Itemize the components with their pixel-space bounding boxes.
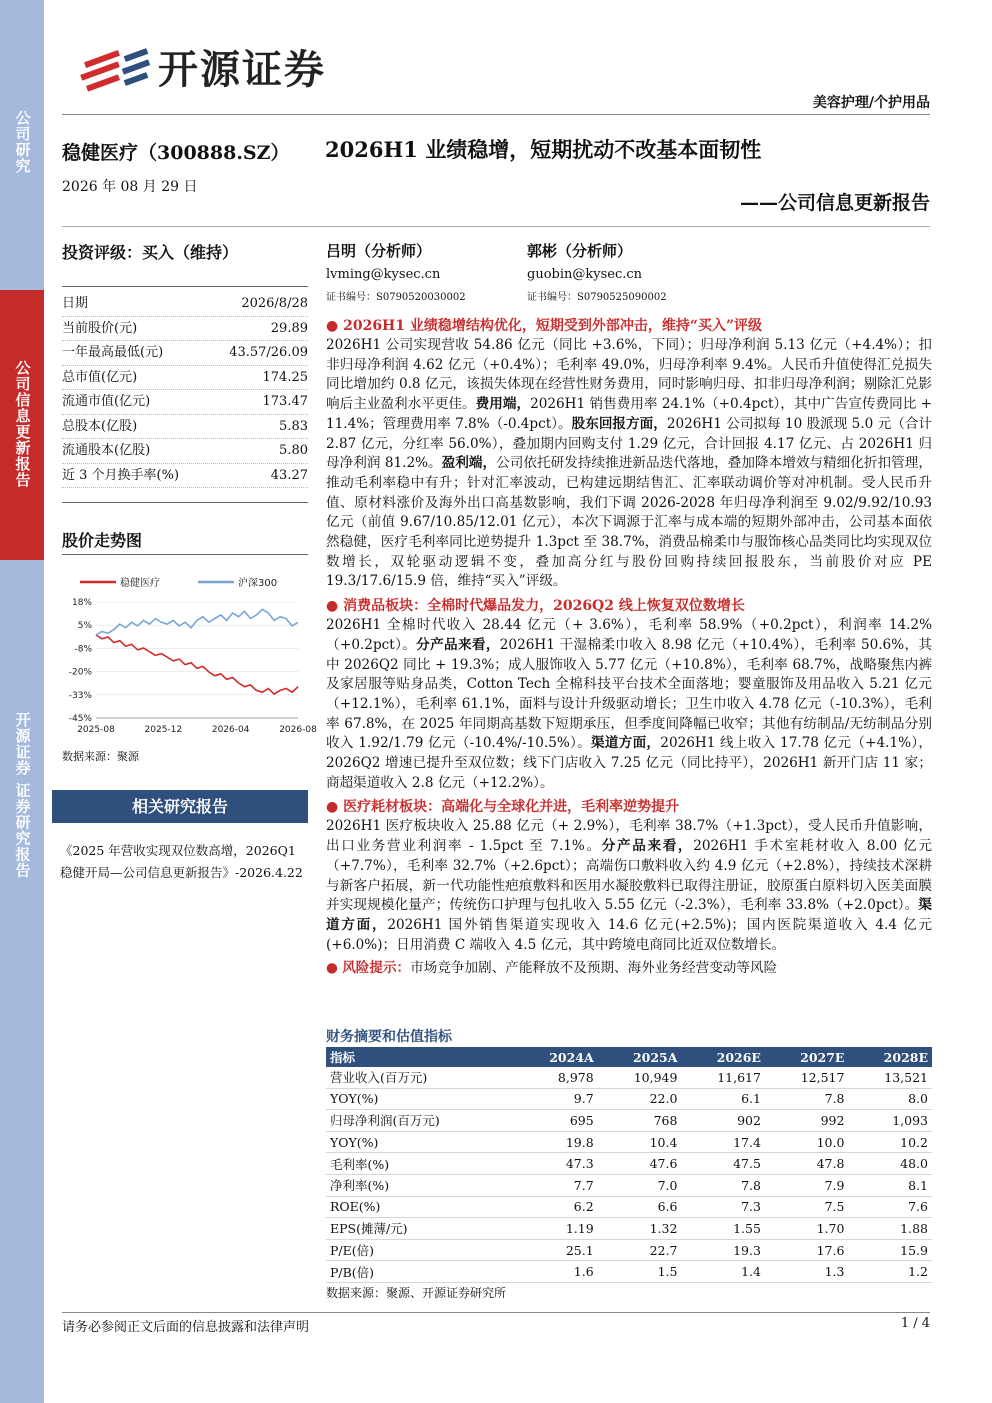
table-header-cell: 2028E	[848, 1047, 932, 1067]
table-cell: 1.2	[848, 1261, 932, 1283]
table-row	[326, 1196, 932, 1218]
report-date: 2026 年 08 月 29 日	[62, 179, 198, 195]
financial-table-title: 财务摘要和估值指标	[326, 1029, 452, 1045]
financial-table	[326, 1047, 932, 1283]
section-paragraph	[326, 336, 932, 592]
table-cell: 10.2	[848, 1131, 932, 1153]
paragraph-keyword: 分产品来看，	[601, 838, 694, 855]
x-tick-label: 2025-12	[144, 725, 183, 735]
table-cell: 47.5	[681, 1153, 765, 1175]
main-body	[326, 316, 932, 983]
page-number: 1 / 4	[900, 1316, 930, 1331]
table-cell: 47.8	[765, 1153, 849, 1175]
paragraph-keyword: 盈利端，	[441, 455, 497, 472]
table-cell: 1.70	[765, 1218, 849, 1240]
table-cell: 48.0	[848, 1153, 932, 1175]
table-cell: 12,517	[765, 1067, 849, 1088]
divider	[62, 502, 308, 503]
table-row	[326, 1067, 932, 1088]
report-type: ——公司信息更新报告	[739, 192, 930, 214]
table-cell: 10.0	[765, 1131, 849, 1153]
paragraph-text: 2026H1 公司实现营收 54.86 亿元（同比 +3.6%，下同）；归母净利润 5.13 亿元（+4.4%）；扣非归母净利润 4.62 亿元（+0.4%）；毛利率 49.0%，归母净利率 9.4%。人民币升值使得汇兑损失同比增加约 0.8 亿元，该损失体现在经营性财务费用，同时影响归母、扣非归母净利润；剔除汇兑影响后主业盈利水平更佳。	[326, 337, 932, 413]
table-row	[326, 1174, 932, 1196]
paragraph-text: 2026H1 手术室耗材收入 8.00 亿元（+7.7%），毛利率 32.7%（+2.6pct）；高端伤口敷料收入约 4.9 亿元（+2.8%），持续技术深耕与新客户拓展，新一代功能性疤痕敷料和医用水凝胶敷料已取得注册证，胶原蛋白原料切入医美面膜并实现规模化量产；传统伤口护理与包扎收入 5.55 亿元（-2.3%），毛利率 33.8%（+2.0pct）。	[326, 838, 932, 914]
key-data-row: 流通市值(亿元) 173.47	[62, 390, 308, 415]
table-cell: 17.6	[765, 1239, 849, 1261]
table-cell: 10.4	[598, 1131, 682, 1153]
table-cell: 7.7	[514, 1174, 598, 1196]
table-cell: 7.5	[765, 1196, 849, 1218]
x-tick-label: 2026-08	[279, 725, 317, 735]
analyst-name: 吕明（分析师）	[326, 242, 432, 260]
paragraph-text: 2026H1 干湿棉柔巾收入 8.98 亿元（+10.4%），毛利率 50.6%，其中 2026Q2 同比 + 19.3%；成人服饰收入 5.77 亿元（+10.8%），毛利率 68.7%，战略聚焦内裤及家居服等贴身品类，Cotton Tech 全棉科技平台技术全面落地；婴童服饰及用品收入 5.21 亿元（+12.1%），毛利率 61.1%，面料与设计升级驱动增长；卫生巾收入 4.78 亿元（-10.3%），毛利率 67.8%，在 2025 年同期高基数下短期承压，但季度间降幅已收窄；其他有纺制品/无纺制品分别收入 1.92/1.79 亿元（-10.4%/-10.5%）。	[326, 636, 932, 752]
table-row	[326, 1261, 932, 1283]
table-cell: 8.1	[848, 1174, 932, 1196]
left-sidebar	[0, 0, 44, 1403]
risk-label: 风险提示：	[342, 960, 411, 977]
x-tick-label: 2026-04	[211, 725, 250, 735]
paragraph-text: 2026H1 销售费用率 24.1%（+0.4pct），其中广告宣传费同比 + 11.4%；管理费用率 7.8%（-0.4pct）。	[326, 396, 933, 432]
table-cell: 归母净利润(百万元)	[326, 1110, 514, 1132]
analyst-card	[527, 240, 667, 303]
table-cell: 1.6	[514, 1261, 598, 1283]
legend-label: 沪深300	[238, 578, 278, 589]
related-report-link[interactable]: 《2025 年营收实现双位数高增，2026Q1 稳健开局—公司信息更新报告》-2026.4.22	[60, 843, 303, 880]
table-cell: 6.6	[598, 1196, 682, 1218]
investment-rating: 投资评级：买入（维持）	[62, 243, 239, 262]
table-cell: 47.6	[598, 1153, 682, 1175]
table-header-cell: 2026E	[681, 1047, 765, 1067]
analyst-email[interactable]: guobin@kysec.cn	[527, 267, 643, 282]
table-cell: YOY(%)	[326, 1131, 514, 1153]
analyst-cert: 证书编号：S0790525090002	[527, 292, 667, 303]
table-cell: 8.0	[848, 1088, 932, 1110]
table-cell: 10,949	[598, 1067, 682, 1088]
section-paragraph	[326, 817, 932, 955]
table-cell: 营业收入(百万元)	[326, 1067, 514, 1088]
table-cell: 19.3	[681, 1239, 765, 1261]
table-row	[326, 1153, 932, 1175]
table-cell: YOY(%)	[326, 1088, 514, 1110]
table-cell: 1,093	[848, 1110, 932, 1132]
analyst-cert: 证书编号：S0790520030002	[326, 292, 466, 303]
bullet-icon: ●	[326, 598, 344, 615]
table-cell: 19.8	[514, 1131, 598, 1153]
table-row	[326, 1239, 932, 1261]
paragraph-keyword: 渠道方面，	[326, 897, 932, 933]
table-cell: 毛利率(%)	[326, 1153, 514, 1175]
paragraph-keyword: 渠道方面，	[590, 735, 661, 752]
divider	[62, 286, 308, 287]
y-tick-label: -45%	[68, 714, 92, 724]
table-source: 数据来源：聚源、开源证券研究所	[326, 1286, 507, 1300]
table-cell: 1.55	[681, 1218, 765, 1240]
table-cell: EPS(摊薄/元)	[326, 1218, 514, 1240]
table-row	[326, 1218, 932, 1240]
table-cell: 25.1	[514, 1239, 598, 1261]
table-cell: P/E(倍)	[326, 1239, 514, 1261]
stock-price-chart	[58, 570, 317, 740]
table-cell: 768	[598, 1110, 682, 1132]
industry-label: 美容护理/个护用品	[812, 95, 930, 111]
analyst-email[interactable]: lvming@kysec.cn	[326, 267, 441, 282]
divider	[62, 226, 930, 227]
table-cell: 7.0	[598, 1174, 682, 1196]
bullet-icon: ●	[326, 318, 344, 334]
paragraph-text: 2026H1 国外销售渠道实现收入 14.6 亿元(+2.5%)；国内医院渠道收入 4.4 亿元(+6.0%)；日用消费 C 端收入 4.5 亿元，其中跨境电商同比近双位数增长。	[326, 916, 933, 953]
risk-text: 市场竞争加剧、产能释放不及预期、海外业务经营变动等风险	[410, 960, 778, 977]
table-header-cell: 2024A	[514, 1047, 598, 1067]
table-cell: 1.88	[848, 1218, 932, 1240]
key-data-row: 当前股价(元) 29.89	[62, 317, 308, 342]
paragraph-text: 2026H1 线上收入 17.78 亿元（+4.1%），2026Q2 增速已提升至双位数；线下门店收入 7.25 亿元（同比持平），2026H1 新开门店 11 家；商超渠道收入 2.8 亿元（+12.2%）。	[326, 735, 933, 791]
y-tick-label: -20%	[68, 667, 92, 678]
divider	[62, 1312, 930, 1313]
company-name: 稳健医疗（300888.SZ）	[62, 142, 290, 164]
table-cell: 7.6	[848, 1196, 932, 1218]
key-data-row: 日期 2026/8/28	[62, 292, 308, 317]
bullet-icon: ●	[326, 799, 344, 816]
table-row	[326, 1088, 932, 1110]
key-data-row: 一年最高最低(元) 43.57/26.09	[62, 341, 308, 366]
footer-disclaimer: 请务必参阅正文后面的信息披露和法律声明	[62, 1320, 310, 1335]
table-cell: 15.9	[848, 1239, 932, 1261]
table-header-cell: 2025A	[598, 1047, 682, 1067]
table-cell: 9.7	[514, 1088, 598, 1110]
table-cell: 992	[765, 1110, 849, 1132]
table-cell: 6.1	[681, 1088, 765, 1110]
table-header-cell: 2027E	[765, 1047, 849, 1067]
table-cell: 1.4	[681, 1261, 765, 1283]
related-reports-header: 相关研究报告	[52, 790, 308, 823]
series-line	[96, 635, 298, 694]
trend-title: 股价走势图	[62, 531, 143, 550]
table-cell: 8,978	[514, 1067, 598, 1088]
table-cell: 1.3	[765, 1261, 849, 1283]
brand-name: 开源证券	[158, 47, 326, 93]
table-cell: 902	[681, 1110, 765, 1132]
table-cell: P/B(倍)	[326, 1261, 514, 1283]
sidebar-label-middle: 公司信息更新报告	[0, 290, 44, 560]
table-cell: 7.8	[765, 1088, 849, 1110]
section-heading: ● 医疗耗材板块：高端化与全球化并进，毛利率逆势提升	[326, 799, 680, 816]
analyst-name: 郭彬（分析师）	[527, 242, 633, 260]
divider	[62, 114, 930, 115]
table-header-cell: 指标	[326, 1047, 514, 1067]
sidebar-label-top: 公司研究	[13, 110, 32, 174]
table-cell: 11,617	[681, 1067, 765, 1088]
table-cell: 47.3	[514, 1153, 598, 1175]
key-data-row: 流通股本(亿股) 5.80	[62, 439, 308, 464]
paragraph-keyword: 分产品来看，	[416, 636, 500, 653]
chart-source: 数据来源：聚源	[62, 750, 139, 763]
key-data-row: 总股本(亿股) 5.83	[62, 415, 308, 440]
y-tick-label: -8%	[74, 644, 92, 655]
key-data-row: 总市值(亿元) 174.25	[62, 366, 308, 391]
risk-note	[326, 959, 932, 979]
table-cell: 22.7	[598, 1239, 682, 1261]
key-data-table	[62, 292, 308, 488]
table-cell: 7.3	[681, 1196, 765, 1218]
key-data-row: 近 3 个月换手率(%) 43.27	[62, 464, 308, 489]
table-cell: 6.2	[514, 1196, 598, 1218]
paragraph-text: 2026H1 医疗板块收入 25.88 亿元（+ 2.9%），毛利率 38.7%（+1.3pct），受人民币升值影响，出口业务营业利润率 - 1.5pct 至 7.1%。	[326, 818, 932, 855]
table-cell: ROE(%)	[326, 1196, 514, 1218]
table-cell: 13,521	[848, 1067, 932, 1088]
series-line	[96, 609, 298, 635]
table-cell: 1.19	[514, 1218, 598, 1240]
x-tick-label: 2025-08	[77, 725, 115, 735]
sidebar-label-bottom: 开源证券 证券研究报告	[13, 712, 32, 879]
paragraph-keyword: 费用端，	[475, 396, 531, 413]
paragraph-keyword: 股东回报方面，	[571, 415, 667, 432]
report-headline: 2026H1 业绩稳增，短期扰动不改基本面韧性	[325, 137, 762, 162]
divider	[62, 554, 308, 555]
table-cell: 净利率(%)	[326, 1174, 514, 1196]
analyst-card	[326, 240, 466, 303]
table-header-row	[326, 1047, 932, 1067]
section-heading: ● 消费品板块：全棉时代爆品发力，2026Q2 线上恢复双位数增长	[326, 598, 745, 615]
table-cell: 22.0	[598, 1088, 682, 1110]
table-cell: 1.5	[598, 1261, 682, 1283]
section-paragraph	[326, 616, 932, 793]
y-tick-label: 5%	[77, 621, 92, 632]
section-heading: ● 2026H1 业绩稳增结构优化，短期受到外部冲击，维持“买入”评级	[326, 318, 763, 334]
table-row	[326, 1110, 932, 1132]
table-cell: 17.4	[681, 1131, 765, 1153]
y-tick-label: 18%	[71, 598, 92, 608]
paragraph-text: 2026H1 公司拟每 10 股派现 5.0 元（合计 2.87 亿元，分红率 56.0%），叠加期内回购支付 1.29 亿元，合计回报 4.17 亿元、占 2026H1 归母净利润 81.2%。	[326, 415, 933, 472]
paragraph-text: 2026H1 全棉时代收入 28.44 亿元（+ 3.6%），毛利率 58.9%（+0.2pct），利润率 14.2%（+0.2pct）。	[326, 617, 932, 653]
table-row	[326, 1131, 932, 1153]
legend-label: 稳健医疗	[120, 578, 160, 589]
paragraph-text: 公司依托研发持续推进新品迭代落地，叠加降本增效与精细化折扣管理，推动毛利率稳中有升；针对汇率波动，已构建远期结售汇、汇率联动调价等对冲机制。受人民币升值、原材料涨价及海外出口高基数影响，我们下调 2026-2028 年归母净利润至 9.02/9.92/10.93 亿元（前值 9.67/10.85/12.01 亿元），本次下调源于汇率与成本端的短期外部冲击，公司基本面依然稳健，医疗毛利率同比逆势提升 1.3pct 至 38.7%，消费品棉柔巾与服饰核心品类同比均实现双位数增长，双轮驱动逻辑不变，叠加高分红与股份回购持续回报股东，当前股价对应 PE 19.3/17.6/15.9 倍，维持“买入”评级。	[326, 455, 932, 590]
y-tick-label: -33%	[68, 690, 92, 701]
table-cell: 1.32	[598, 1218, 682, 1240]
table-cell: 7.8	[681, 1174, 765, 1196]
table-cell: 695	[514, 1110, 598, 1132]
table-cell: 7.9	[765, 1174, 849, 1196]
bullet-icon: ●	[326, 960, 343, 977]
